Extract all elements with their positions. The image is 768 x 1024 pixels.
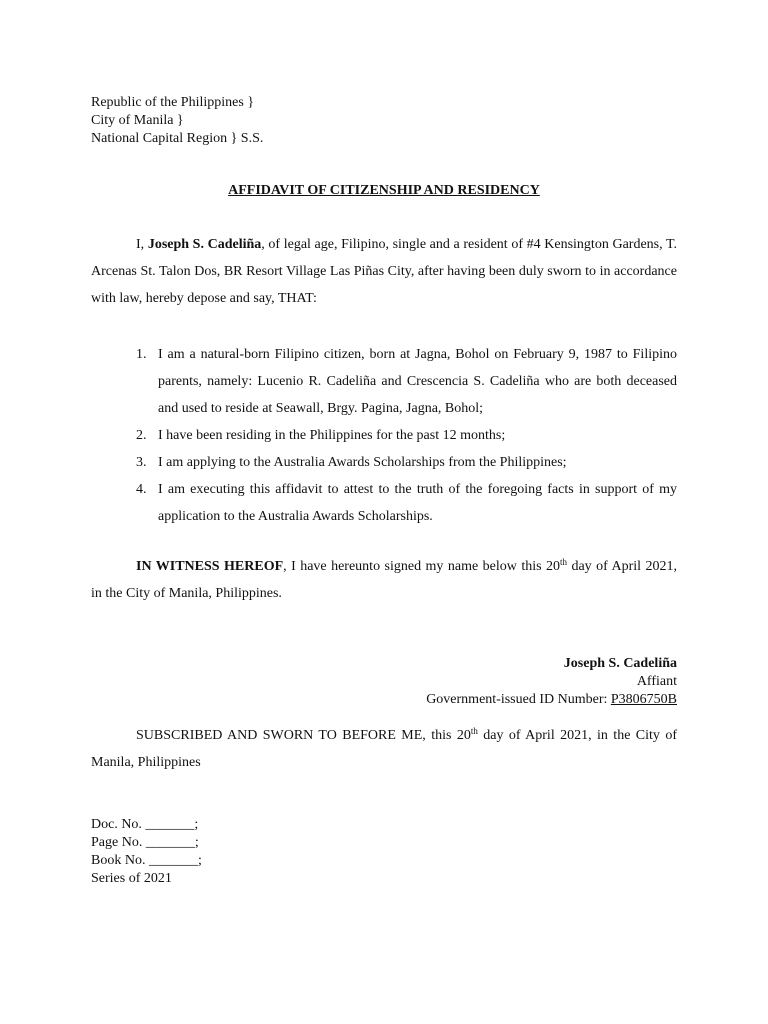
list-item xyxy=(91,476,677,530)
list-item-text: I am applying to the Australia Awards Scholarships from the Philippines; xyxy=(158,455,567,470)
intro-paragraph xyxy=(91,231,677,312)
venue-line-1: Republic of the Philippines } xyxy=(91,95,255,110)
government-id-label: Government-issued ID Number: xyxy=(426,692,611,707)
list-item-number: 3. xyxy=(136,455,147,470)
jurat-text-2: day of April 2021, in the City of Manila, Philippines xyxy=(91,728,677,770)
list-item-number: 1. xyxy=(136,347,147,362)
deposition-list xyxy=(91,341,677,530)
government-id-line xyxy=(426,691,677,709)
list-item-text: I have been residing in the Philippines for the past 12 months; xyxy=(158,428,506,443)
list-item xyxy=(91,449,677,476)
jurat-ordinal: th xyxy=(470,726,478,736)
venue-line-2: City of Manila } xyxy=(91,113,184,128)
intro-prefix: I, xyxy=(136,237,148,252)
witness-ordinal: th xyxy=(560,557,568,567)
affiant-signature-name: Joseph S. Cadeliña xyxy=(563,656,677,671)
series-year: Series of 2021 xyxy=(91,871,172,886)
notary-register-block xyxy=(91,816,202,888)
list-item-number: 2. xyxy=(136,428,147,443)
venue-line-3: National Capital Region } S.S. xyxy=(91,131,264,146)
document-title: AFFIDAVIT OF CITIZENSHIP AND RESIDENCY xyxy=(228,183,540,198)
venue-block xyxy=(91,94,263,148)
list-item-number: 4. xyxy=(136,482,147,497)
jurat-text-1: SUBSCRIBED AND SWORN TO BEFORE ME, this 20 xyxy=(136,728,471,743)
affiant-name-inline: Joseph S. Cadeliña xyxy=(147,237,262,252)
jurat-paragraph xyxy=(91,722,677,776)
witness-text-2: day of April 2021, in the City of Manila, Philippines. xyxy=(91,559,677,601)
government-id-number: P3806750B xyxy=(610,692,677,707)
witness-text-1: , I have hereunto signed my name below this 20 xyxy=(283,559,560,574)
doc-number: Doc. No. _______; xyxy=(91,817,199,832)
list-item-text: I am a natural-born Filipino citizen, born at Jagna, Bohol on February 9, 1987 to Filipino parents, namely: Lucenio R. Cadeliña and Crescencia S. Cadeliña who are both deceased and used to reside at Seawall, Brgy. Pagina, Jagna, Bohol; xyxy=(158,347,677,416)
witness-heading: IN WITNESS HEREOF xyxy=(136,559,284,574)
intro-text: , of legal age, Filipino, single and a resident of #4 Kensington Gardens, T. Arcenas St. Talon Dos, BR Resort Village Las Piñas City, after having been duly sworn to in accordance with law, hereby depose and say, THAT: xyxy=(91,237,677,306)
page-number: Page No. _______; xyxy=(91,835,199,850)
list-item xyxy=(91,341,677,422)
affiant-role: Affiant xyxy=(636,674,677,689)
book-number: Book No. _______; xyxy=(91,853,202,868)
witness-paragraph xyxy=(91,553,677,607)
list-item xyxy=(91,422,677,449)
list-item-text: I am executing this affidavit to attest to the truth of the foregoing facts in support of my application to the Australia Awards Scholarships. xyxy=(158,482,677,524)
